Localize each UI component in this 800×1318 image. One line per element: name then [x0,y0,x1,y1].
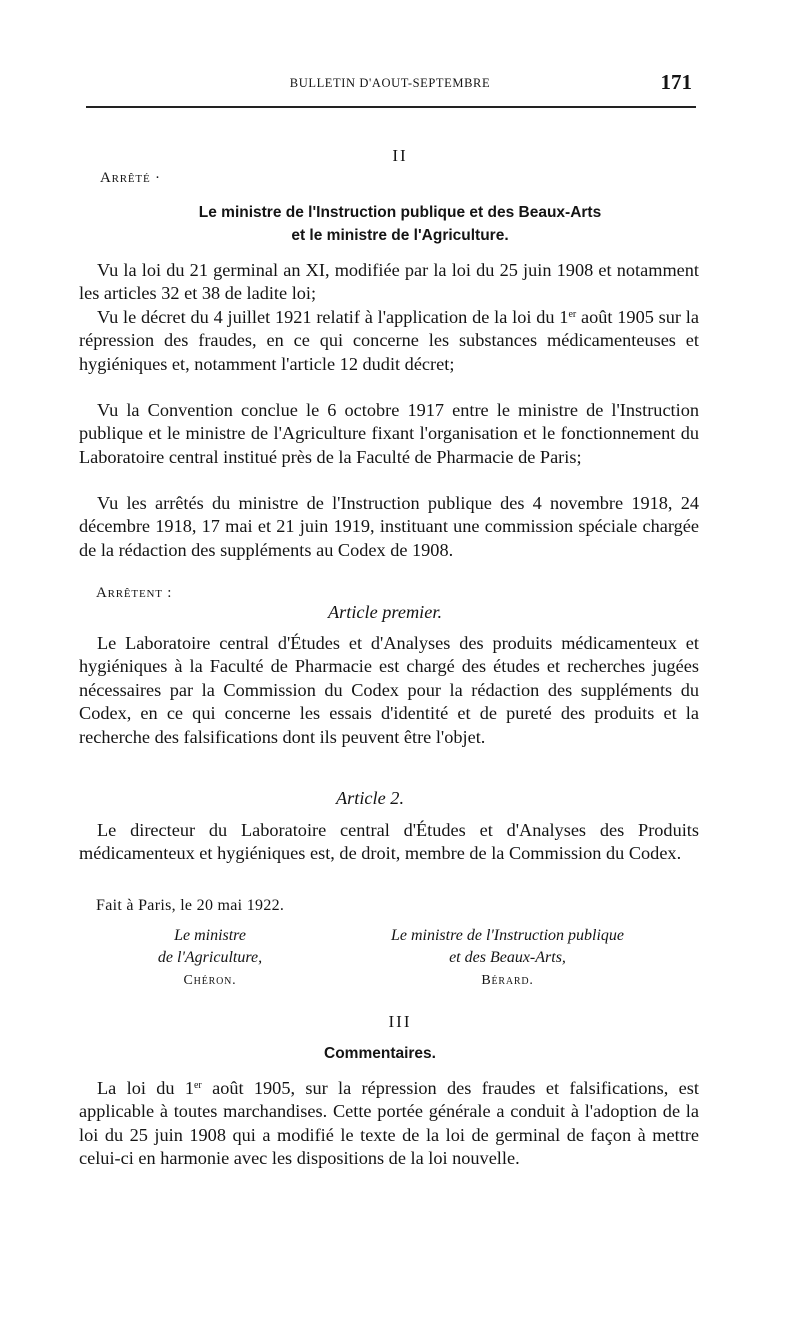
considerant-2-part-a: Vu le décret du 4 juillet 1921 relatif à l'application de la loi du 1 [97,307,569,327]
commentary-part-a: La loi du 1 [97,1078,194,1098]
arretent-label: Arrêtent : [96,585,173,601]
commentary-part-b: août 1905, sur la répression des fraudes et falsifications, est applicable à toutes marchandises. Cette portée générale a conduit à l'adoption de la loi du 25 juin 1908 qui a modifié le texte de la loi de germinal de façon à mettre celui-ci en harmonie avec les dispositions de la loi nouvelle. [79,1078,699,1169]
signature-left-line-2: de l'Agriculture, [157,949,263,966]
signature-right-line-1: Le ministre de l'Instruction publique [390,927,625,944]
commentary-paragraph [79,1077,699,1171]
considerant-4: Vu les arrêtés du ministre de l'Instruction publique des 4 novembre 1918, 24 décembre 1918, 17 mai et 21 juin 1919, instituant une commission spéciale chargée de la rédaction des suppléments au Codex de 1908. [79,493,699,560]
decree-title-line-1: Le ministre de l'Instruction publique et des Beaux-Arts [198,204,602,221]
considerant-2 [79,306,699,376]
signature-left-line-1: Le ministre [174,927,246,944]
signature-left [110,925,310,993]
decree-title-line-2: et le ministre de l'Agriculture. [291,227,509,244]
article-1-text: Le Laboratoire central d'Études et d'Analyses des produits médicamenteux et hygiéniques à la Faculté de Pharmacie est chargé des études et recherches jugées nécessaires par la Commission du Codex pour la rédaction des suppléments du Codex, en ce qui concerne les essais d'identité et de pureté des produits et la recherche des falsifications dont ils peuvent être l'objet. [79,633,699,747]
running-header-title: BULLETIN D'AOUT-SEPTEMBRE [289,76,491,90]
page-number: 171 [660,70,692,94]
section-label-arrete: Arrêté · [100,170,161,186]
header-rule [86,106,696,108]
section-3-title: Commentaires. [324,1045,436,1062]
considerant-3: Vu la Convention conclue le 6 octobre 1917 entre le ministre de l'Instruction publique et le ministre de l'Agriculture fixant l'organisation et le fonctionnement du Laboratoire central institué près de la Faculté de Pharmacie de Paris; [79,400,699,467]
signature-left-name: Chéron. [183,973,237,988]
signature-right-name: Bérard. [481,973,534,988]
ordinal-superscript: er [568,309,577,320]
article-2-text: Le directeur du Laboratoire central d'Études et d'Analyses des Produits médicamenteux et hygiéniques est, de droit, membre de la Commission du Codex. [79,820,699,864]
fait-a-paris: Fait à Paris, le 20 mai 1922. [96,897,285,914]
section-numeral-ii: II [392,146,408,165]
considerant-2-part-b: août 1905 sur la répression des fraudes, en ce qui concerne les substances médicamenteuses et hygiéniques et, notamment l'article 12 dudit décret; [79,307,699,374]
signature-right-line-2: et des Beaux-Arts, [449,949,566,966]
considerant-1: Vu la loi du 21 germinal an XI, modifiée par la loi du 25 juin 1908 et notamment les articles 32 et 38 de ladite loi; [79,260,699,304]
article-2-heading: Article 2. [335,788,405,808]
signature-right [340,925,675,993]
section-numeral-iii: III [388,1012,412,1031]
article-1-heading: Article premier. [327,602,443,622]
commentary-ordinal-superscript: er [193,1080,202,1091]
